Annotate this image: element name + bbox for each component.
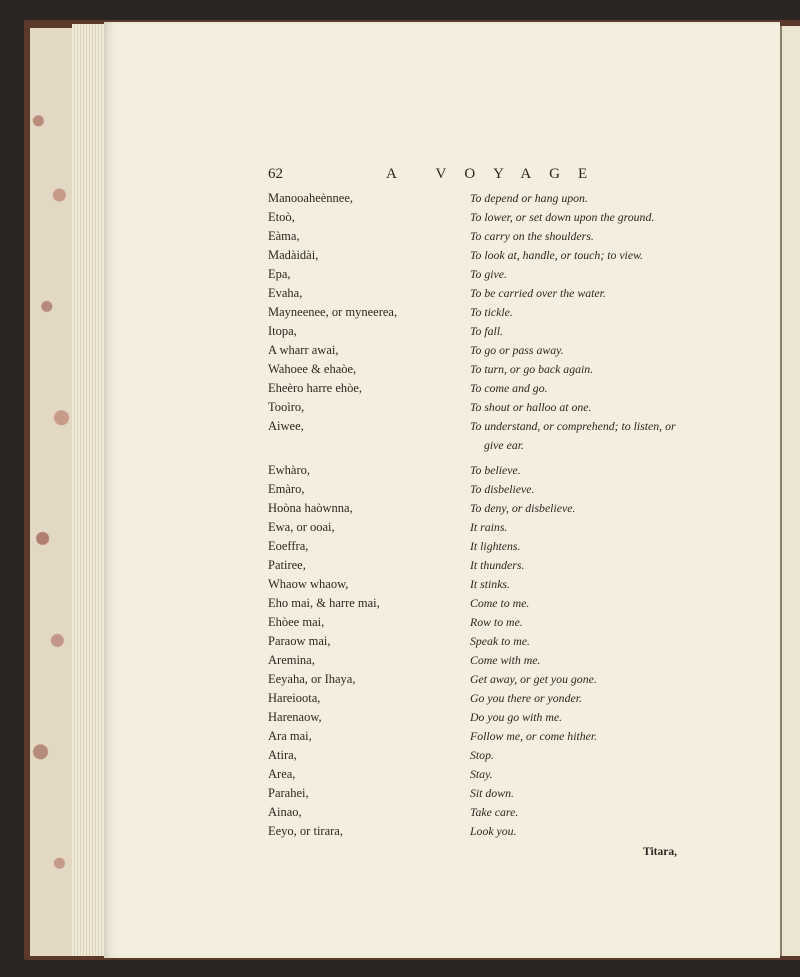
term: Paraow mai, (268, 634, 331, 648)
gloss: To believe. (470, 463, 521, 477)
term: Manooaheènnee, (268, 191, 354, 205)
gloss: Come to me. (470, 596, 530, 610)
term: Area, (268, 767, 296, 781)
term: Ainao, (268, 805, 302, 819)
term: Eoeffra, (268, 539, 309, 553)
gloss: To deny, or disbelieve. (470, 501, 576, 515)
gloss: To look at, handle, or touch; to view. (470, 248, 644, 262)
gloss: It thunders. (470, 558, 525, 572)
term: Tooìro, (268, 400, 305, 414)
gloss: To carry on the shoulders. (470, 229, 594, 243)
term: Ara mai, (268, 729, 312, 743)
gloss: To tickle. (470, 305, 513, 319)
term: Mayneenee, or myneerea, (268, 305, 398, 319)
term: Wahoee & ehaòe, (268, 362, 357, 376)
gloss: Sit down. (470, 786, 514, 800)
running-head (268, 166, 688, 186)
term: Aremina, (268, 653, 315, 667)
term: Harenaow, (268, 710, 322, 724)
gloss: Do you go with me. (470, 710, 563, 724)
gloss: Stop. (470, 748, 494, 762)
gloss: To be carried over the water. (470, 286, 606, 300)
term: Aiwee, (268, 419, 304, 433)
gloss: To go or pass away. (470, 343, 564, 357)
term: Evaha, (268, 286, 303, 300)
term: A wharr awai, (268, 343, 339, 357)
term: Itopa, (268, 324, 297, 338)
page-number: 62 (268, 166, 283, 182)
gloss: To shout or halloo at one. (470, 400, 592, 414)
term: Eeyo, or tirara, (268, 824, 343, 838)
page-title: A VOYAGE (386, 166, 606, 182)
gloss: Row to me. (470, 615, 523, 629)
term: Patiree, (268, 558, 306, 572)
gloss: To turn, or go back again. (470, 362, 594, 376)
facing-page-edge (780, 26, 800, 956)
term: Whaow whaow, (268, 577, 349, 591)
term: Parahei, (268, 786, 309, 800)
gloss: To fall. (470, 324, 504, 338)
term: Ewa, or ooai, (268, 520, 335, 534)
term: Madàidài, (268, 248, 319, 262)
term: Atira, (268, 748, 297, 762)
gloss: To give. (470, 267, 507, 281)
gloss: Look you. (470, 824, 517, 838)
gloss: Get away, or get you gone. (470, 672, 597, 686)
gloss: Come with me. (470, 653, 541, 667)
gloss: Stay. (470, 767, 493, 781)
gloss: To come and go. (470, 381, 548, 395)
term: Eho mai, & harre mai, (268, 596, 380, 610)
term: Eeyaha, or Ihaya, (268, 672, 356, 686)
term: Eheèro harre ehòe, (268, 381, 363, 395)
gloss: To depend or hang upon. (470, 191, 588, 205)
gloss: Take care. (470, 805, 519, 819)
term: Hareioota, (268, 691, 321, 705)
term: Ehòee mai, (268, 615, 325, 629)
gloss: Go you there or yonder. (470, 691, 582, 705)
gloss: Follow me, or come hither. (470, 729, 598, 743)
term: Emàro, (268, 482, 305, 496)
gloss: Speak to me. (470, 634, 530, 648)
term: Epa, (268, 267, 291, 281)
marbled-endpaper (30, 28, 73, 956)
gloss-continuation: give ear. (484, 438, 524, 452)
gloss: It rains. (470, 520, 508, 534)
gloss: It lightens. (470, 539, 521, 553)
gloss: To understand, or comprehend; to listen, or (470, 419, 676, 433)
term: Etoò, (268, 210, 295, 224)
term: Ewhàro, (268, 463, 310, 477)
gloss: It stinks. (470, 577, 510, 591)
catchword: Titara, (643, 846, 677, 858)
gloss: To lower, or set down upon the ground. (470, 210, 655, 224)
term: Hoòna haòwnna, (268, 501, 353, 515)
gloss: To disbelieve. (470, 482, 535, 496)
term: Eàma, (268, 229, 300, 243)
page-edges (72, 24, 106, 956)
book-page (104, 22, 780, 958)
